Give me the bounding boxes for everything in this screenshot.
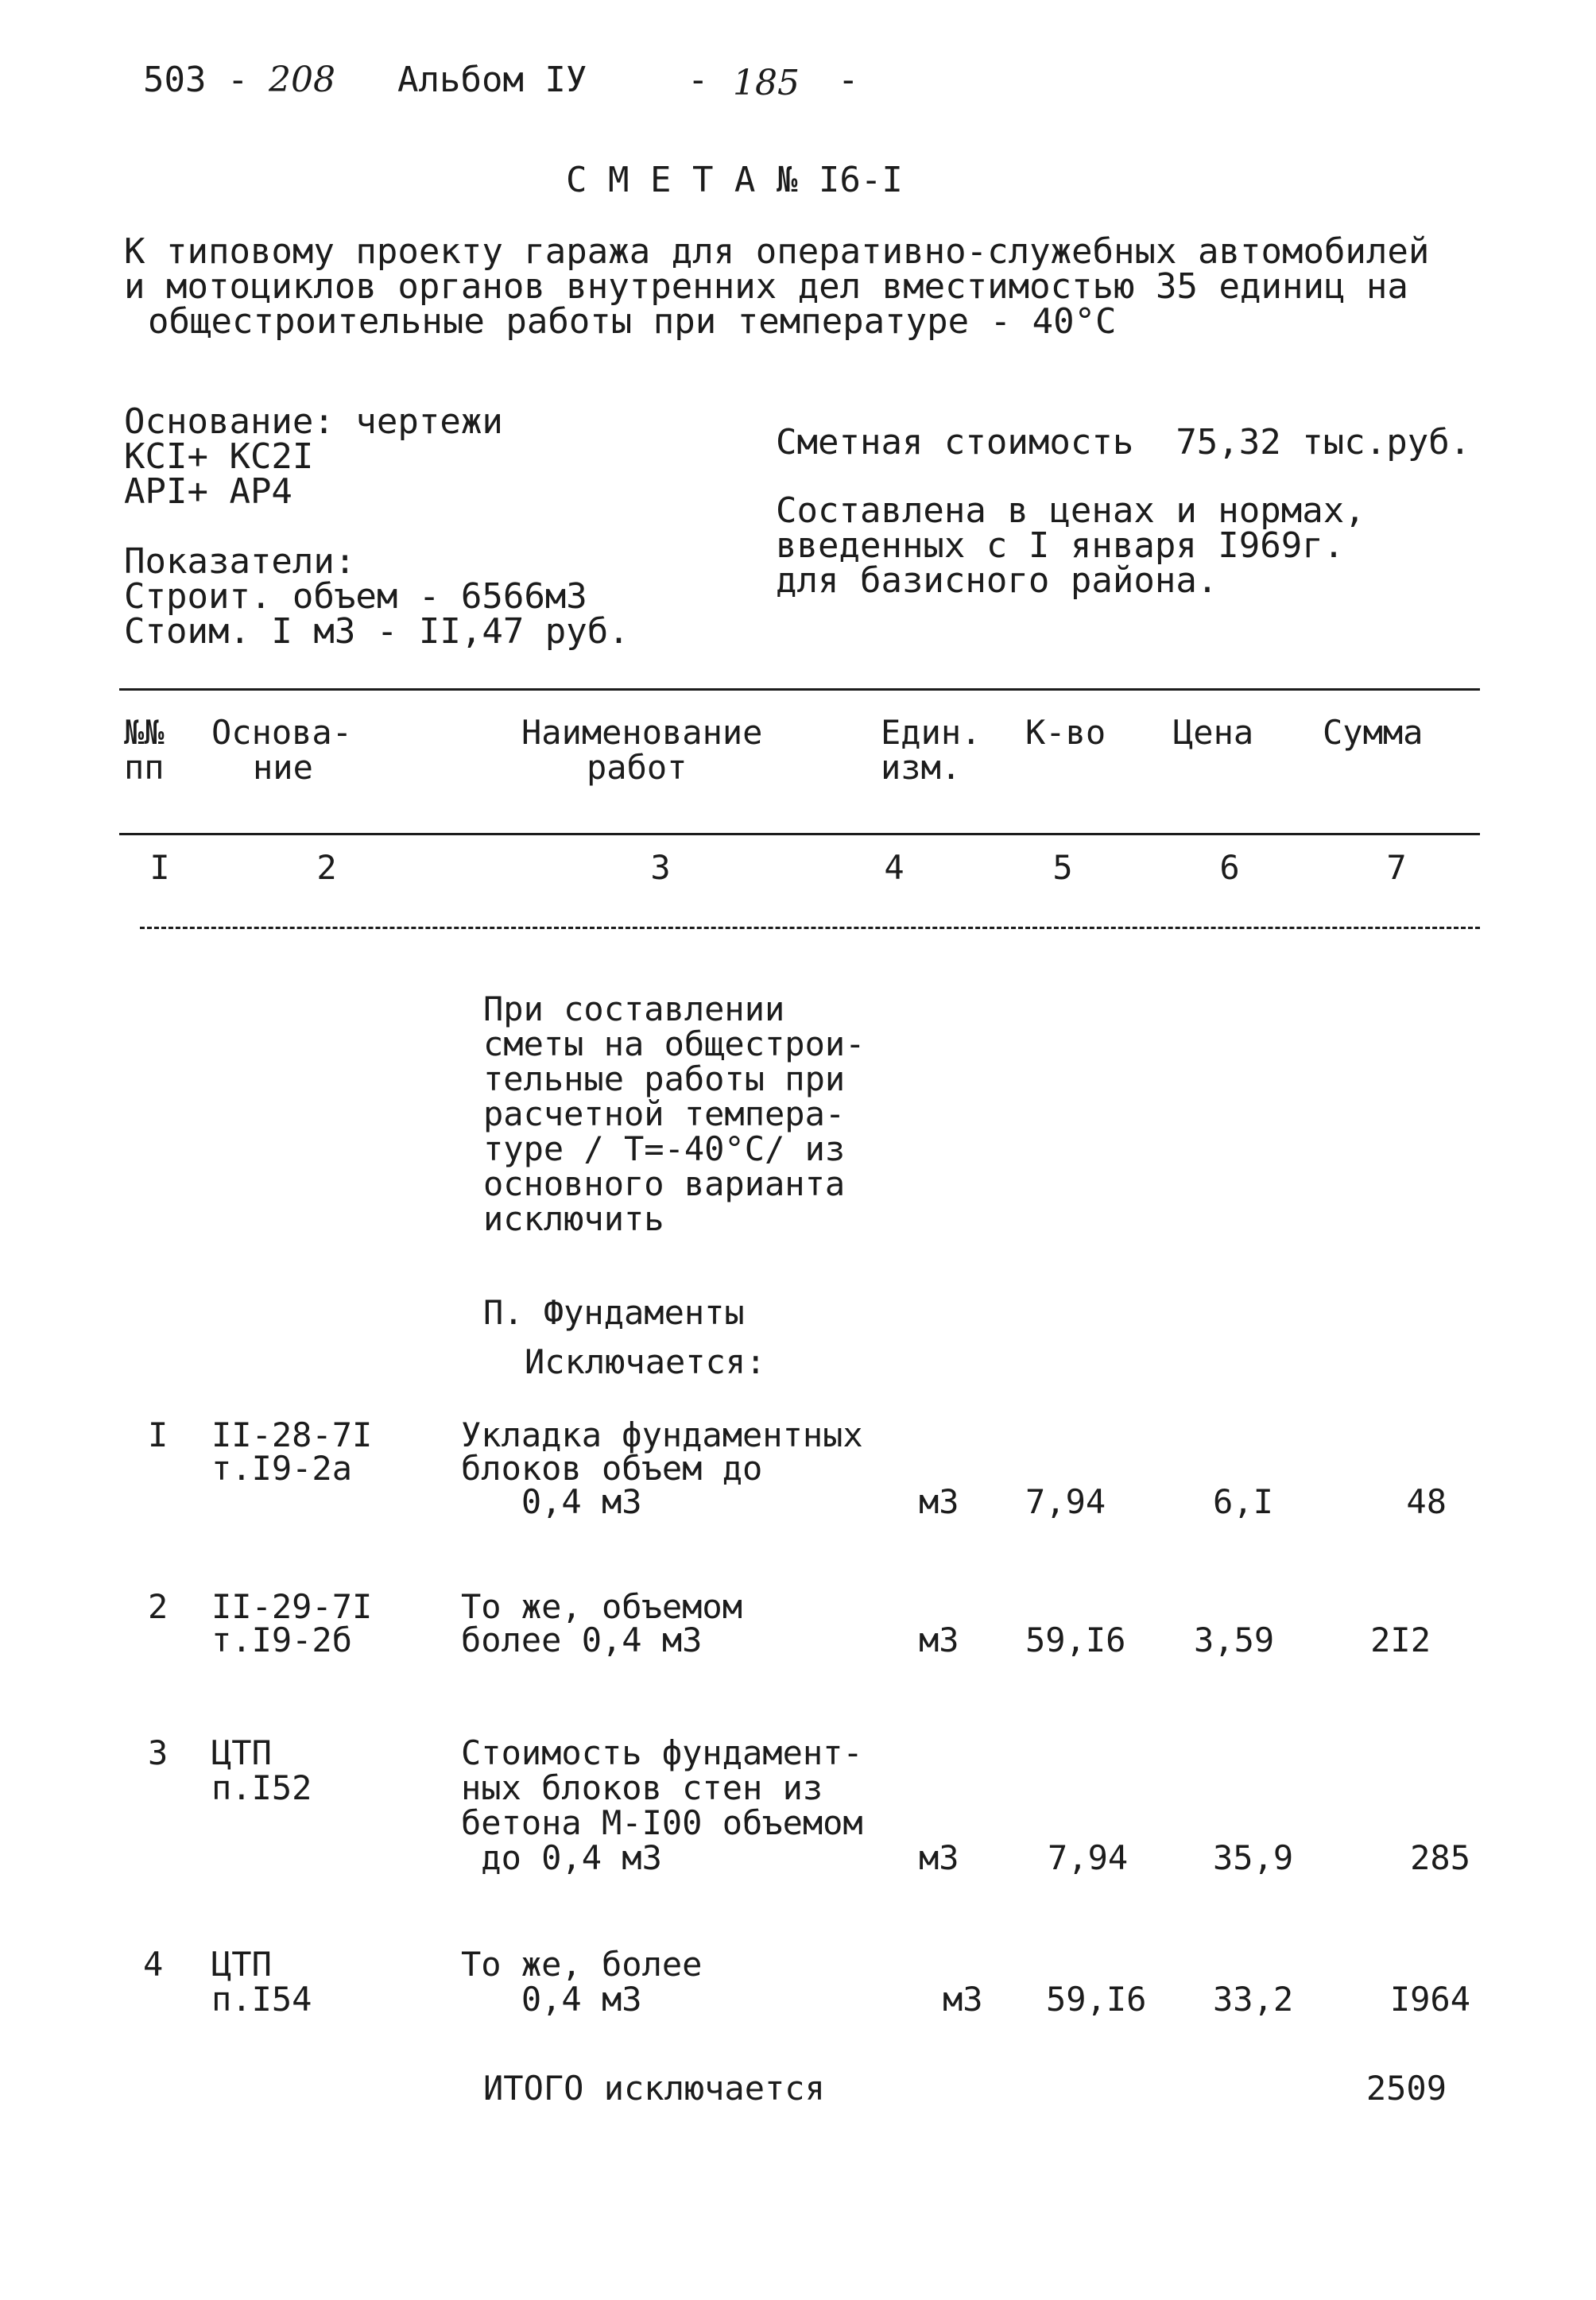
row-unit: м3 [919, 1838, 959, 1877]
row-name: бетона М-I00 объемом [461, 1803, 863, 1842]
row-number: 3 [148, 1733, 169, 1772]
basis-label: Основание: чертежи [124, 401, 503, 442]
table-header-bottom-rule [119, 833, 1480, 835]
row-name: То же, объемом [461, 1587, 743, 1626]
header-col-basis: Основа- [211, 713, 353, 752]
row-basis: п.I52 [211, 1768, 312, 1807]
column-number: 2 [316, 848, 337, 887]
row-name: Стоимость фундамент- [461, 1733, 863, 1772]
header-col-basis: ние [253, 748, 313, 787]
header-col-sum: Сумма [1323, 713, 1424, 752]
row-basis: II-29-7I [211, 1587, 373, 1626]
header-col-price: Цена [1173, 713, 1254, 752]
row-name: Укладка фундаментных [461, 1415, 863, 1454]
row-price: 6,I [1213, 1482, 1273, 1521]
row-price: 33,2 [1213, 1980, 1294, 2019]
page-number-dash-right: - [838, 60, 859, 100]
row-basis: т.I9-2а [211, 1449, 353, 1488]
indicators-line: Стоим. I м3 - II,47 руб. [124, 611, 629, 652]
header-col-name: работ [587, 748, 688, 787]
row-price: 3,59 [1194, 1620, 1275, 1659]
pricing-note: введенных с I января I969г. [776, 525, 1345, 566]
section-subtitle: Исключается: [525, 1342, 766, 1381]
row-sum: I964 [1389, 1980, 1470, 2019]
page-number-handwritten: 185 [733, 63, 800, 103]
section-title: П. Фундаменты [483, 1293, 745, 1332]
header-col-number: №№ [124, 713, 165, 752]
page-title: С М Е Т А № I6-I [566, 160, 903, 200]
intro-note-line: тельные работы при [483, 1059, 846, 1098]
row-sum: 48 [1406, 1482, 1447, 1521]
description-line: К типовому проекту гаража для оперативно-служебных автомобилей [124, 231, 1430, 272]
pricing-note: для базисного района. [776, 560, 1218, 601]
row-name: 0,4 м3 [461, 1482, 642, 1521]
row-qty: 59,I6 [1025, 1620, 1126, 1659]
row-unit: м3 [943, 1980, 983, 2019]
row-basis: II-28-7I [211, 1415, 373, 1454]
row-sum: 285 [1410, 1838, 1470, 1877]
indicators-label: Показатели: [124, 541, 356, 582]
row-number: 4 [143, 1945, 164, 1984]
table-column-number-rule [140, 927, 1480, 929]
column-number: 6 [1219, 848, 1240, 887]
total-value: 2509 [1366, 2069, 1447, 2108]
header-col-qty: К-во [1025, 713, 1106, 752]
total-label: ИТОГО исключается [483, 2069, 825, 2108]
row-name: 0,4 м3 [461, 1980, 642, 2019]
row-qty: 7,94 [1048, 1838, 1129, 1877]
header-col-name: Наименование [521, 713, 763, 752]
column-number: I [149, 848, 170, 887]
column-number: 5 [1052, 848, 1073, 887]
row-basis: т.I9-2б [211, 1620, 353, 1659]
header-col-number: пп [124, 748, 165, 787]
row-number: I [148, 1415, 169, 1454]
row-number: 2 [148, 1587, 169, 1626]
row-sum: 2I2 [1370, 1620, 1431, 1659]
indicators-line: Строит. объем - 6566м3 [124, 576, 587, 617]
column-number: 4 [884, 848, 905, 887]
series-code: 503 - [143, 60, 249, 100]
estimated-cost: Сметная стоимость 75,32 тыс.руб. [776, 422, 1471, 463]
intro-note-line: основного варианта [483, 1164, 846, 1203]
pricing-note: Составлена в ценах и нормах, [776, 490, 1366, 531]
row-name: более 0,4 м3 [461, 1620, 703, 1659]
page-number-dash-left: - [688, 60, 709, 100]
basis-line: КСI+ КС2I [124, 436, 314, 477]
description-line: общестроительные работы при температуре - 40°С [148, 301, 1117, 342]
table-top-rule [119, 688, 1480, 691]
album-label: Альбом IУ [397, 60, 587, 100]
row-unit: м3 [919, 1482, 959, 1521]
row-qty: 59,I6 [1046, 1980, 1147, 2019]
row-name: блоков объем до [461, 1449, 763, 1488]
intro-note-line: При составлении [483, 989, 785, 1028]
intro-note-line: расчетной темпера- [483, 1094, 846, 1133]
column-number: 7 [1386, 848, 1407, 887]
row-basis: ЦТП [211, 1945, 272, 1984]
intro-note-line: сметы на общестрои- [483, 1024, 866, 1063]
row-basis: ЦТП [211, 1733, 272, 1772]
row-unit: м3 [919, 1620, 959, 1659]
row-basis: п.I54 [211, 1980, 312, 2019]
row-name: То же, более [461, 1945, 703, 1984]
row-name: ных блоков стен из [461, 1768, 823, 1807]
description-line: и мотоциклов органов внутренних дел вместимостью 35 единиц на [124, 266, 1408, 307]
row-qty: 7,94 [1025, 1482, 1106, 1521]
intro-note-line: туре / Т=-40°С/ из [483, 1129, 846, 1168]
series-code-handwritten: 208 [269, 60, 335, 100]
header-col-unit: Един. [881, 713, 982, 752]
row-name: до 0,4 м3 [461, 1838, 662, 1877]
header-col-unit: изм. [881, 748, 962, 787]
basis-line: АРI+ АР4 [124, 471, 292, 512]
intro-note-line: исключить [483, 1199, 664, 1238]
row-price: 35,9 [1213, 1838, 1294, 1877]
column-number: 3 [650, 848, 671, 887]
